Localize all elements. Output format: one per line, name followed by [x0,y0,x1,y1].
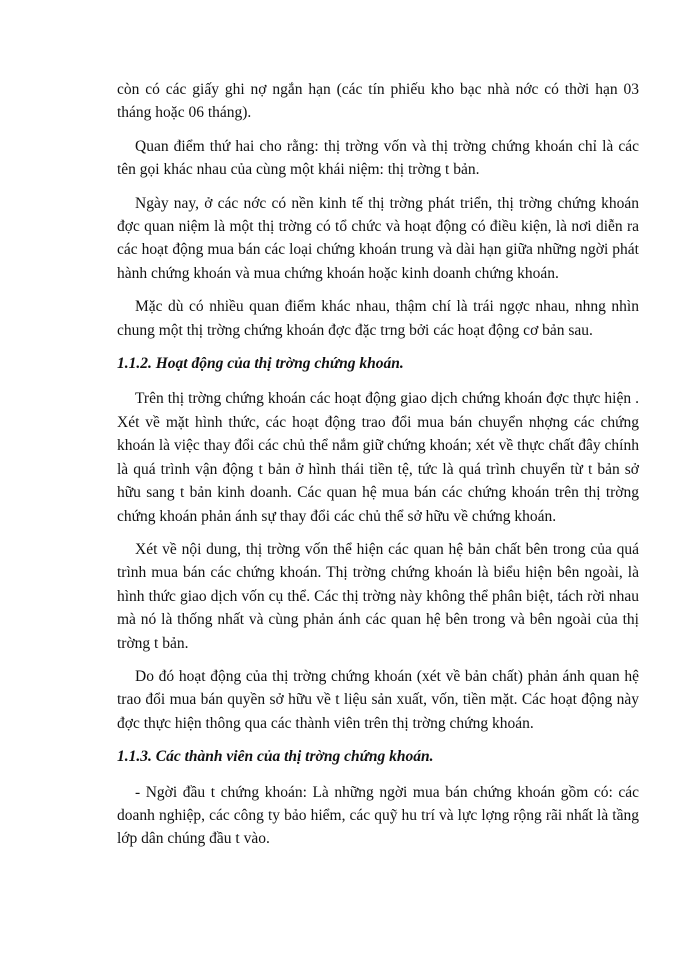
paragraph-therefore: Do đó hoạt động của thị trờng chứng khoán (xét về bản chất) phản ánh quan hệ trao đổi mua bán quyền sở hữu về t liệu sản xuất, vốn, tiền mặt. Các hoạt động này đợc thực hiện thông qua các thành viên trên thị trờng chứng khoán. [117,667,639,732]
paragraph-although: Mặc dù có nhiều quan điểm khác nhau, thậm chí là trái ngợc nhau, nhng nhìn chung một thị trờng chứng khoán đợc đặc trng bởi các hoạt động cơ bản sau. [117,298,639,339]
paragraph-continuation: còn có các giấy ghi nợ ngắn hạn (các tín phiếu kho bạc nhà nớc có thời hạn 03 tháng hoặc 06 tháng). [117,81,639,122]
paragraph-second-view: Quan điểm thứ hai cho rằng: thị trờng vốn và thị trờng chứng khoán chỉ là các tên gọi khác nhau của cùng một khái niệm: thị trờng t bản. [117,137,639,179]
paragraph-nowadays: Ngày nay, ở các nớc có nền kinh tế thị trờng phát triển, thị trờng chứng khoán đợc quan niệm là một thị trờng có tổ chức và hoạt động có điều kiện, là nơi diễn ra các hoạt động mua bán các loại chứng khoán trung và dài hạn giữa những ngời phát hành chứng khoán và mua chứng khoán hoặc kinh doanh chứng khoán. [117,194,639,282]
section-heading-1-1-2: 1.1.2. Hoạt động của thị trờng chứng khoán. [117,355,404,373]
section-heading-1-1-3: 1.1.3. Các thành viên của thị trờng chứng khoán. [117,748,434,766]
document-page [117,78,639,861]
paragraph-on-market: Trên thị trờng chứng khoán các hoạt động giao dịch chứng khoán đợc thực hiện . Xét về mặt hình thức, các hoạt động trao đổi mua bán chuyển nhợng các chứng khoán là việc thay đổi các chủ thể nắm giữ chứng khoán; xét về thực chất đây chính là quá trình vận động t bản ở hình thái tiền tệ, tức là quá trình chuyển từ t bản sở hữu sang t bản kinh doanh. Các quan hệ mua bán các chứng khoán trên thị trờng chứng khoán phản ánh sự thay đổi các chủ thể sở hữu về chứng khoán. [117,390,639,525]
paragraph-investors: - Ngời đầu t chứng khoán: Là những ngời mua bán chứng khoán gồm có: các doanh nghiệp, các công ty bảo hiểm, các quỹ hu trí và lực lợng rộng rãi nhất là tầng lớp dân chúng đầu t vào. [117,783,639,848]
paragraph-content: Xét về nội dung, thị trờng vốn thể hiện các quan hệ bản chất bên trong của quá trình mua bán các chứng khoán. Thị trờng chứng khoán là biểu hiện bên ngoài, là hình thức giao dịch vốn cụ thể. Các thị trờng này không thể phân biệt, tách rời nhau mà nó là thống nhất và cùng phản ánh các quan hệ bên trong và bên ngoài của thị trờng t bản. [117,540,639,652]
